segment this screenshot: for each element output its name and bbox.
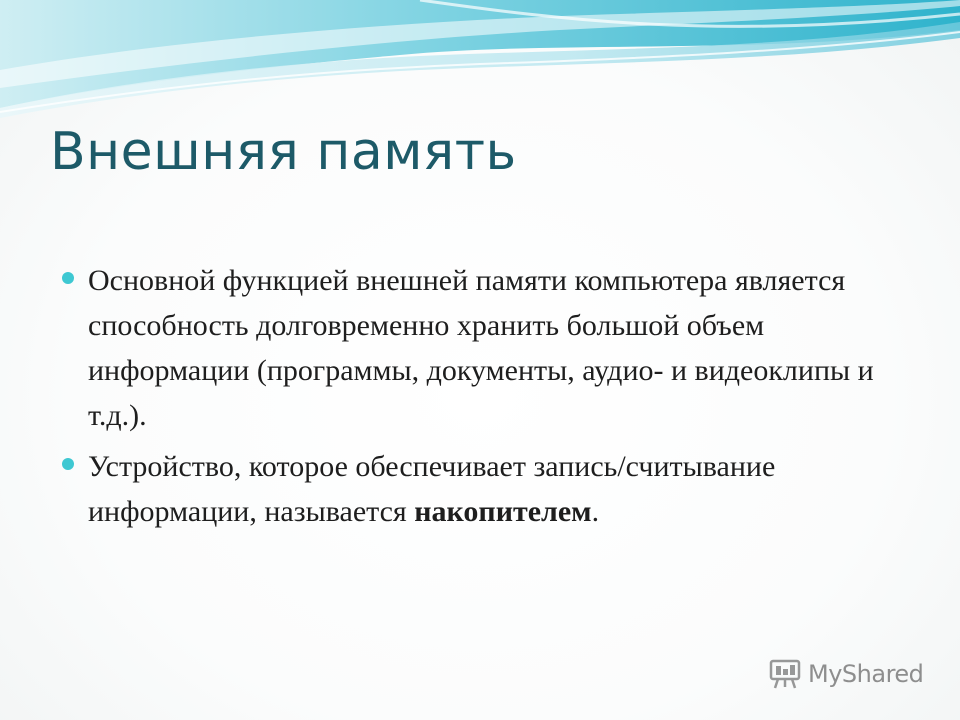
bullet-text: Устройство, которое обеспечивает запись/считывание информации, называется (88, 450, 776, 528)
bullet-item (62, 258, 912, 438)
bullet-item (62, 444, 912, 534)
bullet-bold-term: накопителем (414, 495, 592, 528)
slide-title: Внешняя память (50, 122, 517, 182)
bullet-text-end: . (591, 495, 600, 528)
presentation-board-icon (768, 657, 802, 691)
header-wave-decoration (0, 0, 960, 130)
bullet-list (62, 258, 912, 540)
bullet-dot-icon (62, 458, 74, 470)
bullet-text: Основной функцией внешней памяти компьютера является способность долговременно хранить большой объем информации (программы, документы, аудио- и видеоклипы и т.д.). (88, 264, 874, 432)
myshared-logo[interactable] (768, 656, 923, 692)
bullet-dot-icon (62, 272, 74, 284)
logo-text: MyShared (808, 660, 924, 688)
